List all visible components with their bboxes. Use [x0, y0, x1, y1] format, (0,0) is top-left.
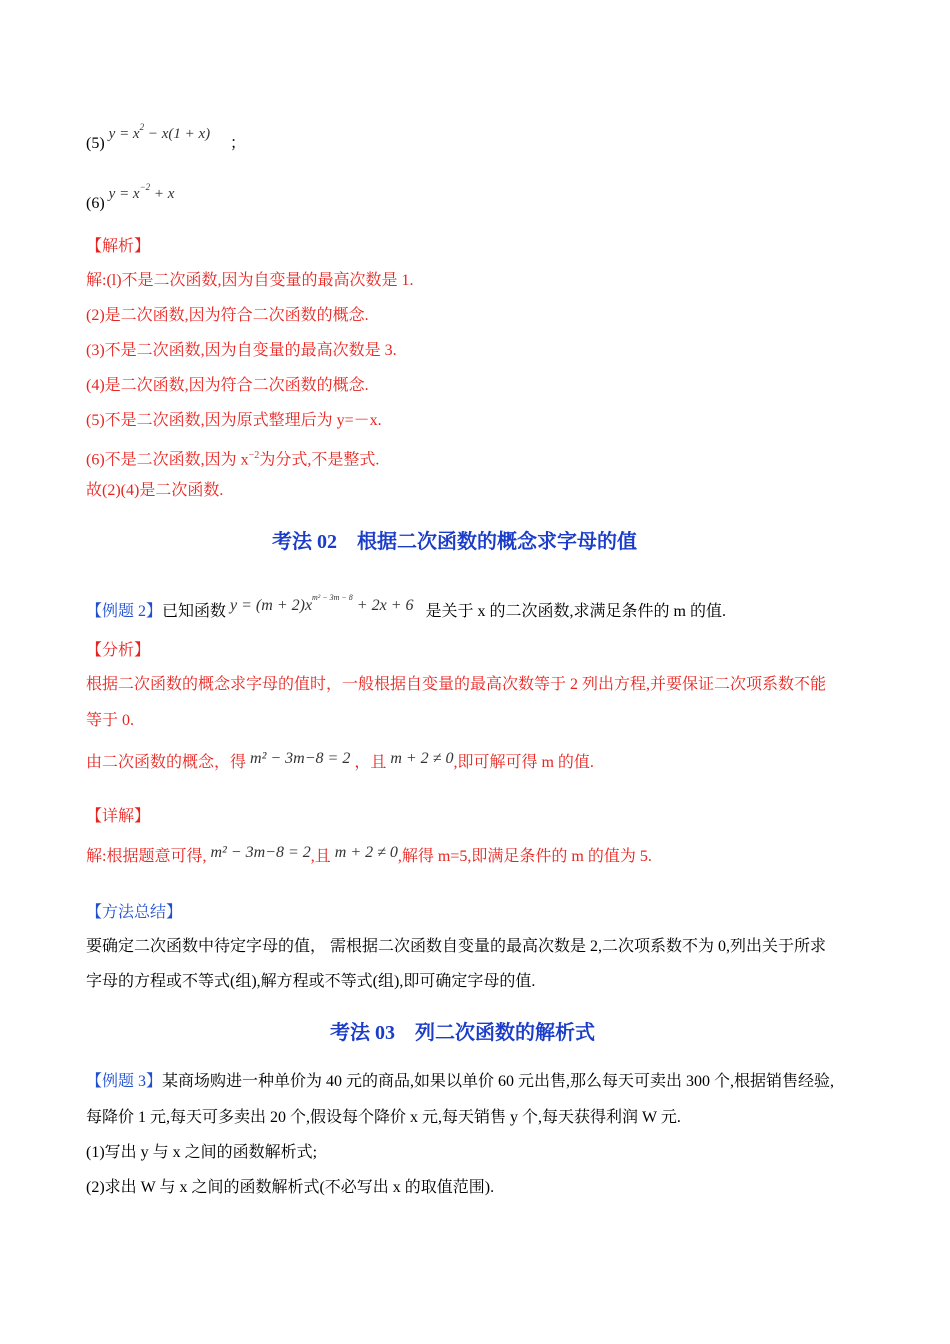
item-6: [86, 182, 175, 215]
analysis-conclusion: 故(2)(4)是二次函数.: [86, 482, 224, 499]
section-2-title: 考法 02 根据二次函数的概念求字母的值: [272, 531, 637, 553]
example-3-line-1: 【例题 3】某商场购进一种单价为 40 元的商品,如果以单价 60 元出售,那么每天可卖出 300 个,根据销售经验,: [86, 1073, 835, 1090]
example-2: 【例题 2】已知函数 $y = (m + 2)x^{m^2 - 3m - 8} + 2x + 6$ 是关于 x 的二次函数,求满足条件的 m 的值.: [86, 593, 726, 620]
detail-eq2: m + 2 ≠ 0: [334, 844, 398, 861]
analysis-line-1: 解:(l)不是二次函数,因为自变量的最高次数是 1.: [86, 272, 414, 289]
example-2-tag: 【例题 2】: [86, 603, 163, 620]
item-5: [86, 122, 246, 155]
detail-tag: 【详解】: [86, 808, 151, 825]
detail-eq1: m² − 3m−8 = 2: [210, 844, 311, 861]
method-tag: 【方法总结】: [86, 904, 183, 921]
section-3-title: 考法 03 列二次函数的解析式: [330, 1022, 595, 1044]
method-line-1: 要确定二次函数中待定字母的值， 需根据二次函数自变量的最高次数是 2,二次项系数不为 0,列出关于所求: [86, 938, 827, 955]
analysis2-eq1: m² − 3m−8 = 2: [250, 750, 351, 767]
analysis-tag: 【解析】: [86, 238, 151, 255]
example-3-tag: 【例题 3】: [86, 1073, 163, 1090]
analysis2-line-1: 根据二次函数的概念求字母的值时，一般根据自变量的最高次数等于 2 列出方程,并要保证二次项系数不能: [86, 676, 827, 693]
example-3-q2: (2)求出 W 与 x 之间的函数解析式(不必写出 x 的取值范围).: [86, 1179, 495, 1196]
item-6-label: (6): [86, 195, 105, 212]
example-3-q1: (1)写出 y 与 x 之间的函数解析式;: [86, 1144, 318, 1161]
analysis2-tag: 【分析】: [86, 642, 151, 659]
analysis-line-6: (6)不是二次函数,因为 $x^{-2}$为分式,不是整式.: [86, 450, 380, 469]
analysis2-eq2: m + 2 ≠ 0: [390, 750, 454, 767]
detail-line: 解:根据题意可得, m² − 3m−8 = 2,且 m + 2 ≠ 0,解得 m=5,即满足条件的 m 的值为 5.: [86, 844, 652, 865]
analysis-line-5: (5)不是二次函数,因为原式整理后为 y=－x.: [86, 412, 382, 429]
analysis-line-4: (4)是二次函数,因为符合二次函数的概念.: [86, 377, 369, 394]
analysis2-line-2: 等于 0.: [86, 712, 135, 729]
method-line-2: 字母的方程或不等式(组),解方程或不等式(组),即可确定字母的值.: [86, 973, 536, 990]
analysis2-line-3: 由二次函数的概念，得 m² − 3m−8 = 2 ，且 m + 2 ≠ 0,即可解可得 m 的值.: [86, 750, 594, 771]
example-2-formula: $y = (m + 2)x^{m^2 - 3m - 8} + 2x + 6$: [230, 593, 414, 614]
example-3-line-2: 每降价 1 元,每天可多卖出 20 个,假设每个降价 x 元,每天销售 y 个,每天获得利润 W 元.: [86, 1109, 681, 1126]
item-5-formula: $y = x^2 - x(1 + x)$: [108, 122, 211, 142]
item-5-label: (5): [86, 135, 105, 152]
analysis-line-2: (2)是二次函数,因为符合二次函数的概念.: [86, 307, 369, 324]
item-6-formula: $y = x^{-2} + x$: [108, 182, 175, 202]
item-5-suffix: ；: [229, 135, 246, 152]
analysis-line-3: (3)不是二次函数,因为自变量的最高次数是 3.: [86, 342, 397, 359]
